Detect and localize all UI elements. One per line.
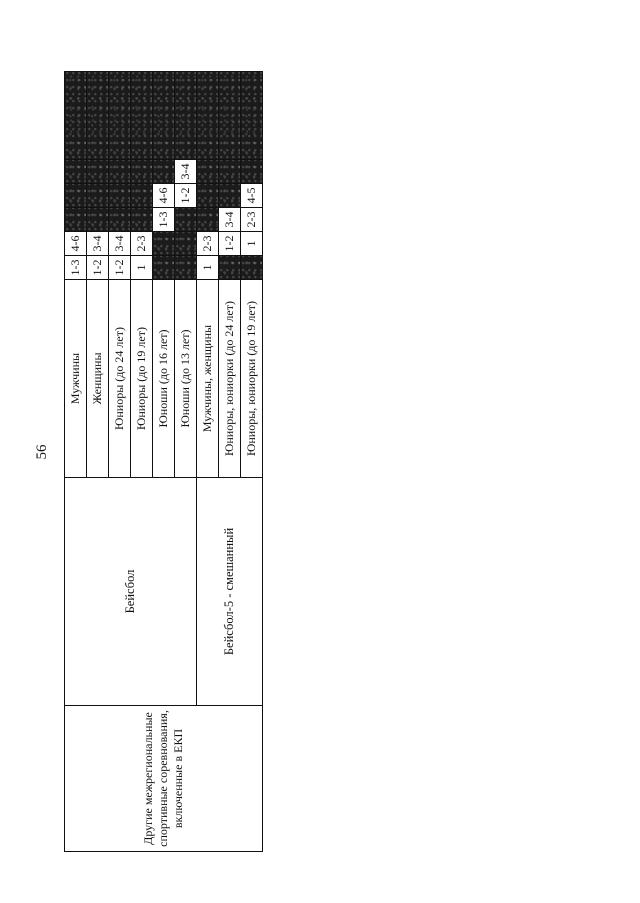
shaded-cell — [241, 256, 263, 280]
shaded-cell — [87, 208, 109, 232]
rank-cell: 3-4 — [175, 160, 197, 184]
rank-cell: 4-6 — [65, 232, 87, 256]
rank-cell: 2-3 — [131, 232, 153, 256]
sport-ranks-table — [64, 71, 263, 852]
shaded-cell — [153, 232, 175, 256]
shaded-cell — [131, 184, 153, 208]
rank-cell: 3-4 — [109, 232, 131, 256]
shaded-cell — [153, 160, 175, 184]
shaded-cell — [153, 72, 175, 160]
shaded-cell — [87, 184, 109, 208]
rank-cell: 3-4 — [219, 208, 241, 232]
rank-cell: 1 — [241, 232, 263, 256]
rank-cell: 1-2 — [87, 256, 109, 280]
table-body — [65, 72, 263, 852]
shaded-cell — [131, 208, 153, 232]
shaded-cell — [241, 72, 263, 160]
shaded-cell — [219, 184, 241, 208]
shaded-cell — [175, 208, 197, 232]
rank-cell: 1-2 — [109, 256, 131, 280]
sport-cell: Бейсбол — [65, 478, 197, 706]
rank-cell: 2-3 — [241, 208, 263, 232]
shaded-cell — [175, 256, 197, 280]
rank-cell: 1 — [197, 256, 219, 280]
shaded-cell — [219, 72, 241, 160]
category-cell: Мужчины, женщины — [197, 280, 219, 478]
rank-cell: 2-3 — [197, 232, 219, 256]
shaded-cell — [65, 160, 87, 184]
rank-cell: 1-3 — [153, 208, 175, 232]
shaded-cell — [153, 256, 175, 280]
shaded-cell — [109, 184, 131, 208]
table-row — [65, 72, 87, 852]
shaded-cell — [109, 72, 131, 160]
shaded-cell — [87, 72, 109, 160]
category-cell: Юниоры (до 19 лет) — [131, 280, 153, 478]
shaded-cell — [197, 72, 219, 160]
rank-cell: 4-5 — [241, 184, 263, 208]
category-cell: Женщины — [87, 280, 109, 478]
shaded-cell — [175, 232, 197, 256]
category-cell: Юниоры (до 24 лет) — [109, 280, 131, 478]
rank-cell: 1-2 — [175, 184, 197, 208]
page-number: 56 — [33, 444, 50, 460]
shaded-cell — [109, 160, 131, 184]
rank-cell: 1 — [131, 256, 153, 280]
shaded-cell — [175, 72, 197, 160]
shaded-cell — [197, 160, 219, 184]
category-cell: Юниоры, юниорки (до 19 лет) — [241, 280, 263, 478]
rank-cell: 1-3 — [65, 256, 87, 280]
shaded-cell — [131, 72, 153, 160]
sport-cell: Бейсбол-5 - смешанный — [197, 478, 263, 706]
category-cell: Юноши (до 16 лет) — [153, 280, 175, 478]
shaded-cell — [241, 160, 263, 184]
category-cell: Мужчины — [65, 280, 87, 478]
category-cell: Юноши (до 13 лет) — [175, 280, 197, 478]
rotated-table-wrapper — [64, 72, 258, 852]
shaded-cell — [219, 160, 241, 184]
category-cell: Юниоры, юниорки (до 24 лет) — [219, 280, 241, 478]
shaded-cell — [197, 184, 219, 208]
rank-cell: 1-2 — [219, 232, 241, 256]
shaded-cell — [219, 256, 241, 280]
shaded-cell — [65, 184, 87, 208]
shaded-cell — [131, 160, 153, 184]
shaded-cell — [65, 72, 87, 160]
rank-cell: 4-6 — [153, 184, 175, 208]
shaded-cell — [197, 208, 219, 232]
shaded-cell — [87, 160, 109, 184]
rank-cell: 3-4 — [87, 232, 109, 256]
competition-cell: Другие межрегиональные спортивные соревнования, включенные в ЕКП — [65, 706, 263, 852]
shaded-cell — [65, 208, 87, 232]
shaded-cell — [109, 208, 131, 232]
